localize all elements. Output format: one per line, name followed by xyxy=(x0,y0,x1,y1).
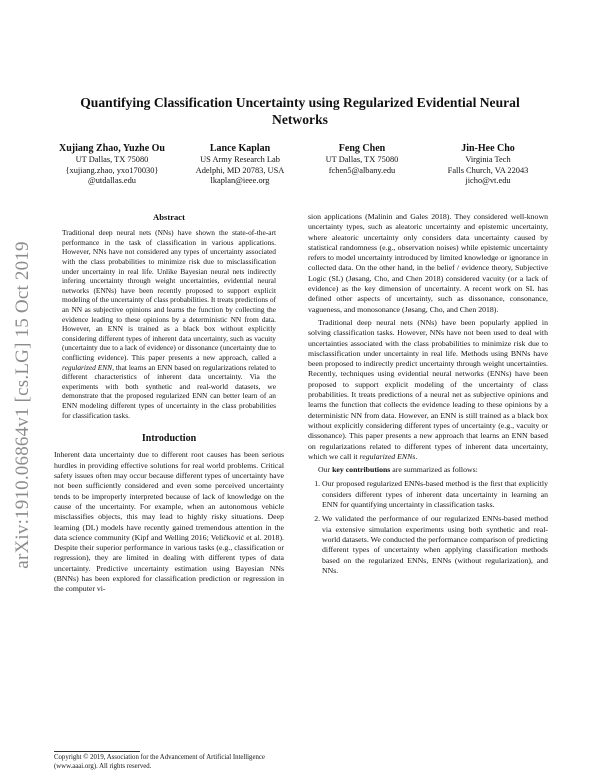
author-name: Jin-Hee Cho xyxy=(461,143,515,154)
intro-paragraph-3: Our key contributions are summarized as follows: xyxy=(318,465,478,475)
intro-paragraph-2: Traditional deep neural nets (NNs) have been popularly applied in solving classification tasks. However, NNs have not been used to deal with uncertainties associated with the class probabilities to minimize risk due to misclassification under uncertainty in real life. Methods using BNNs have been proposed to indirectly predict uncertainty through weight uncertainties. Recently, techniques using evidential neural networks (ENNs) have been proposed to support explicit modeling of the uncertainty of class probabilities. It treats predictions of a neural net as subjective opinions and learns the function that collects the evidence leading to these opinions by a deterministic NN from data. However, an ENN is still trained as a black box without explicitly considering different types of uncertainty (e.g., vacuity or dissonance). This paper presents a new approach that learns an ENN based on regularizations related to different types of inherent data uncertainty, which we call it regularized ENNs. xyxy=(308,317,548,461)
author-name: Feng Chen xyxy=(338,143,386,154)
author-affiliation: US Army Research Lab xyxy=(200,155,280,164)
author-block-2 xyxy=(180,142,300,187)
left-column xyxy=(54,212,284,595)
author-block-4 xyxy=(426,142,550,187)
intro-paragraph-1-continued: sion applications (Malinin and Gales 2018). They considered well-known uncertainty types, such as aleatoric uncertainty and epistemic uncertainty, where aleatoric uncertainty only considers data uncertainty caused by statistical randomness (e.g., observation noises) while epistemic uncertainty refers to model uncertainty introduced by limited knowledge or ignorance in collected data. On the other hand, in the belief / evidence theory, Subjective Logic (SL) (Jøsang, Cho, and Chen 2018) considered vacuity (or a lack of evidence) as the key dimension of uncertainty. A recent work on SL has defined other aspects of uncertainty, such as dissonance, consonance, vagueness, and monosonance (Jøsang, Cho, and Chen 2018). xyxy=(308,212,548,314)
author-email: lkaplan@ieee.org xyxy=(210,176,270,186)
author-email: {xujiang.zhao, yxo170030} xyxy=(65,165,159,175)
author-email: @utdallas.edu xyxy=(88,176,136,186)
abstract-heading: Abstract xyxy=(153,212,185,222)
author-email: jicho@vt.edu xyxy=(465,176,511,186)
list-item: 1. Our proposed regularized ENNs-based method is the first that explicitly considers different types of inherent data uncertainty in learning an ENN for quantifying uncertainty in classification tasks. xyxy=(322,479,548,510)
author-affiliation: Virginia Tech xyxy=(465,155,511,164)
author-address: Falls Church, VA 22043 xyxy=(447,165,529,175)
author-name: Lance Kaplan xyxy=(209,143,271,154)
author-block-1 xyxy=(52,142,172,187)
author-name: Xujiang Zhao, Yuzhe Ou xyxy=(59,143,165,154)
abstract-body: Traditional deep neural nets (NNs) have shown the state-of-the-art performance in the task of classification in various applications. However, NNs have not considered any types of uncertainty associated with the class probabilities to minimize risk due to misclassification under uncertainty in real life. Unlike Bayesian neural nets indirectly infering uncertainty through weight uncertainties, evidential neural networks (ENNs) have been recently proposed to support explicit modeling of the uncertainty of class probabilities. It treats predictions of an NN as subjective opinions and learns the function by collecting the evidence leading to these opinions by a deterministic NN from data. However, an ENN is trained as a black box without explicitly considering different types of inherent data uncertainty, such as vacuity (uncertainty due to a lack of evidence) or dissonance (uncertainty due to conflicting evidence). This paper presents a new approach, called a regularized ENN, that learns an ENN based on regularizations related to different characteristics of inherent data uncertainty. Via the experiments with both synthetic and real-world datasets, we demonstrate that the proposed regularized ENN can better learn of an ENN modeling different types of uncertainty in the class probabilities for classification tasks. xyxy=(62,228,276,420)
section-heading-introduction: Introduction xyxy=(141,433,197,445)
arxiv-stamp-text: arXiv:1910.06864v1 [cs.LG] 15 Oct 2019 xyxy=(12,241,33,569)
right-column xyxy=(308,212,548,580)
arxiv-stamp xyxy=(8,205,38,605)
contributions-list xyxy=(308,479,548,576)
author-email: fchen5@albany.edu xyxy=(328,165,396,175)
author-block-3 xyxy=(304,142,420,176)
author-affiliation: UT Dallas, TX 75080 xyxy=(75,155,149,164)
paper-title: Quantifying Classification Uncertainty using Regularized Evidential Neural Networks xyxy=(80,95,520,127)
author-affiliation: UT Dallas, TX 75080 xyxy=(325,155,399,164)
footnote-rule xyxy=(54,751,140,752)
intro-paragraph-1: Inherent data uncertainty due to different root causes has been serious hurdles in providing effective solutions for real world problems. Critical safety issues often may occur because different types of uncertainty have not been sufficiently considered and even some perceived uncertainty tends to be improperly interpreted because of lack of knowledge on the cause of the uncertainty. For example, when an autonomous vehicle misclassifies objects, this may lead to highly risky situations. Deep learning (DL) models have recently gained tremendous attention in the data science community (Kipf and Welling 2016; Veličković et al. 2018). Despite their superior performance in various tasks (e.g., classification or regression), they are limited in dealing with different types of data uncertainty. Predictive uncertainty estimation using Bayesian NNs (BNNs) has been explored for classification prediction or regression in the computer vi- xyxy=(54,450,284,594)
author-address: Adelphi, MD 20783, USA xyxy=(195,165,285,175)
list-item: 2. We validated the performance of our regularized ENNs-based method via extensive simulation experiments using both synthetic and real-world datasets. We conducted the performance comparison of predicting different types of uncertainty when applying classification methods based on the regularized ENNs, ENNs (without regularization), and NNs. xyxy=(322,514,548,576)
copyright-footnote: Copyright © 2019, Association for the Advancement of Artificial Intelligence (www.aaai.org). All rights reserved. xyxy=(54,754,265,770)
